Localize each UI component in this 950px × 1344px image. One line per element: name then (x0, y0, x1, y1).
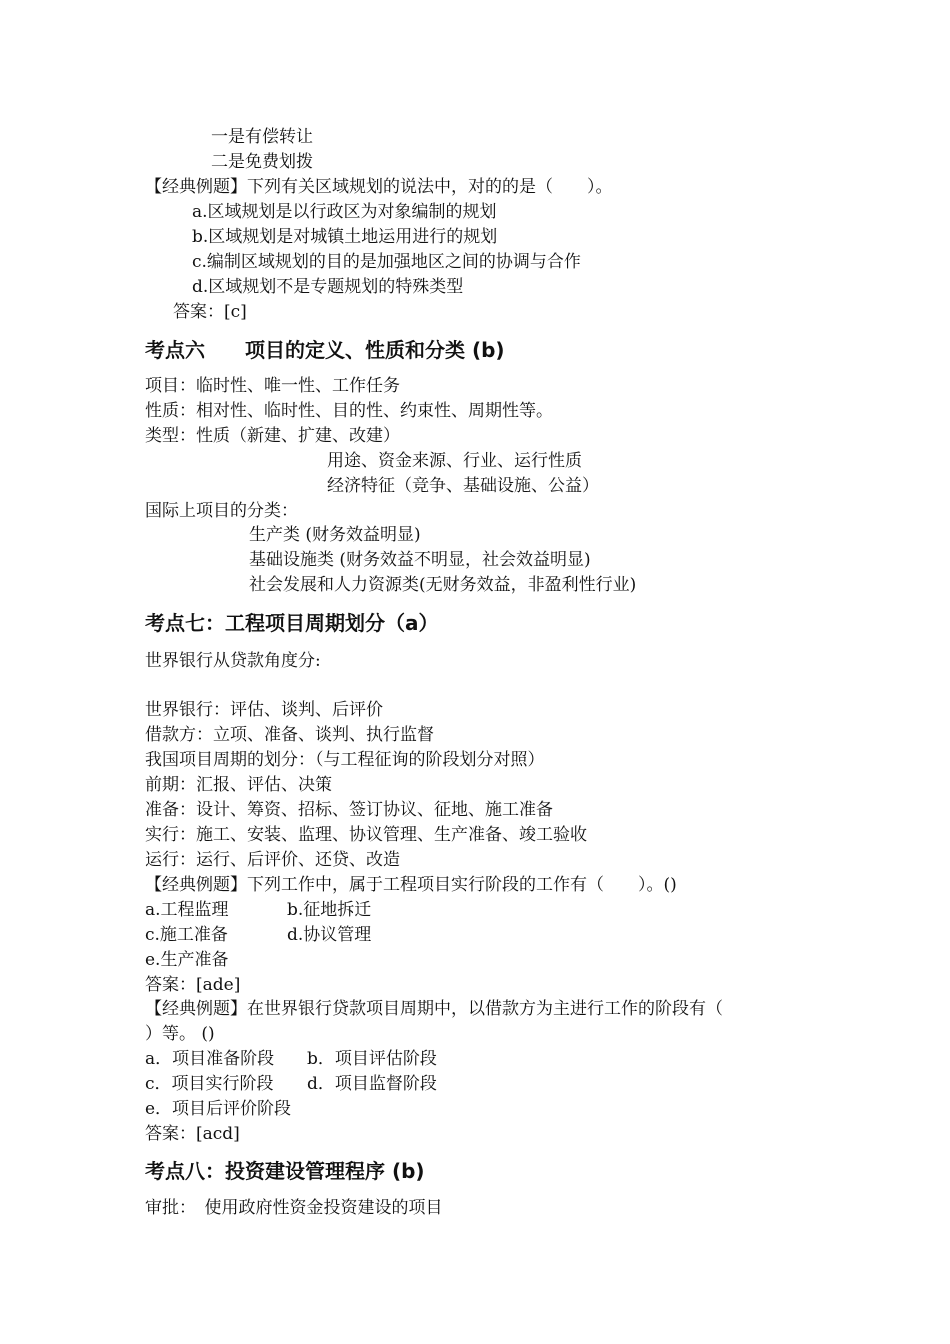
text-line: 世界银行从贷款角度分: (145, 651, 321, 671)
answer: 答案：[ade] (145, 975, 241, 995)
example-question: 【经典例题】在世界银行贷款项目周期中，以借款方为主进行工作的阶段有（ (145, 999, 723, 1019)
option-d: d.区域规划不是专题规划的特殊类型 (192, 277, 464, 297)
option-a: a.工程监理 (145, 900, 229, 920)
option-b: b.区域规划是对城镇土地运用进行的规划 (192, 227, 498, 247)
option-b: b.征地拆迁 (287, 900, 372, 920)
option-d: d．项目监督阶段 (307, 1074, 437, 1094)
option-a: a．项目准备阶段 (145, 1049, 275, 1069)
option-c: c．项目实行阶段 (145, 1074, 274, 1094)
text-line: 前期：汇报、评估、决策 (145, 775, 332, 795)
option-b: b．项目评估阶段 (307, 1049, 437, 1069)
text-line: 基础设施类 (财务效益不明显，社会效益明显) (249, 550, 591, 570)
text-line: 准备：设计、筹资、招标、签订协议、征地、施工准备 (145, 800, 553, 820)
text-line: 经济特征（竞争、基础设施、公益） (327, 476, 599, 496)
text-line: 用途、资金来源、行业、运行性质 (327, 451, 582, 471)
text-line: 二是免费划拨 (211, 152, 313, 172)
option-d: d.协议管理 (287, 925, 372, 945)
example-question-cont: ）等。 () (145, 1024, 215, 1044)
example-question: 【经典例题】下列有关区域规划的说法中，对的的是（ ）。 (145, 177, 613, 197)
option-e: e.生产准备 (145, 950, 229, 970)
text-line: 国际上项目的分类： (145, 501, 298, 521)
text-line: 世界银行：评估、谈判、后评价 (145, 700, 383, 720)
answer: 答案：[c] (173, 302, 247, 322)
answer: 答案：[acd] (145, 1124, 240, 1144)
text-line: 性质：相对性、临时性、目的性、约束性、周期性等。 (145, 401, 553, 421)
text-line: 实行：施工、安装、监理、协议管理、生产准备、竣工验收 (145, 825, 587, 845)
text-line: 审批： 使用政府性资金投资建设的项目 (145, 1198, 443, 1218)
option-c: c.编制区域规划的目的是加强地区之间的协调与合作 (192, 252, 581, 272)
section-heading: 考点八：投资建设管理程序 (b) (145, 1159, 425, 1183)
text-line: 项目：临时性、唯一性、工作任务 (145, 376, 400, 396)
text-line: 类型：性质（新建、扩建、改建） (145, 426, 400, 446)
section-heading: 考点七：工程项目周期划分（a） (145, 611, 439, 635)
text-line: 运行：运行、后评价、还贷、改造 (145, 850, 400, 870)
text-line: 我国项目周期的划分：（与工程征询的阶段划分对照） (145, 750, 545, 770)
section-heading: 考点六 项目的定义、性质和分类 (b) (145, 338, 505, 362)
text-line: 生产类 (财务效益明显) (249, 525, 421, 545)
option-c: c.施工准备 (145, 925, 228, 945)
text-line: 借款方：立项、准备、谈判、执行监督 (145, 725, 434, 745)
example-question: 【经典例题】下列工作中，属于工程项目实行阶段的工作有（ ）。() (145, 875, 677, 895)
option-a: a.区域规划是以行政区为对象编制的规划 (192, 202, 497, 222)
option-e: e．项目后评价阶段 (145, 1099, 292, 1119)
text-line: 社会发展和人力资源类(无财务效益，非盈利性行业) (249, 575, 637, 595)
text-line: 一是有偿转让 (211, 127, 313, 147)
